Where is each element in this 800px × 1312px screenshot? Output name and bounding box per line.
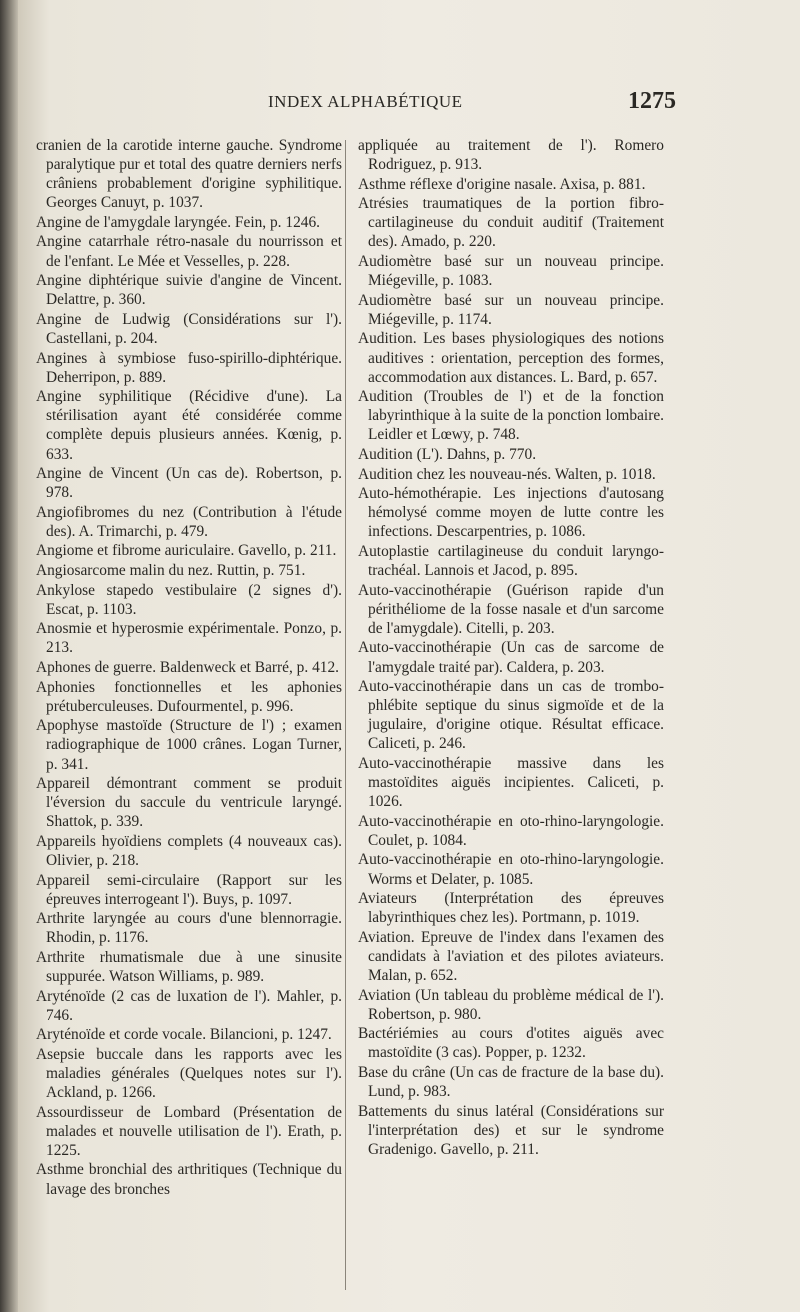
index-entry: Auto-vaccinothérapie en oto-rhino-laryngologie. Worms et Delater, p. 1085. [358, 851, 664, 888]
index-entry: Aphonies fonctionnelles et les aphonies prétuberculeuses. Dufourmentel, p. 996. [36, 678, 342, 715]
index-entry: Aryténoïde (2 cas de luxation de l'). Mahler, p. 746. [36, 987, 342, 1024]
index-entry: Aphones de guerre. Baldenweck et Barré, p. 412. [36, 659, 340, 677]
running-title: INDEX ALPHABÉTIQUE [268, 92, 463, 111]
index-entry: cranien de la carotide interne gauche. Syndrome paralytique pur et total des quatre derniers nerfs crâniens probablement d'origine syphilitique. Georges Canuyt, p. 1037. [36, 137, 342, 212]
index-entry: Audition (L'). Dahns, p. 770. [358, 446, 537, 463]
index-entry: Arthrite laryngée au cours d'une blennorragie. Rhodin, p. 1176. [36, 910, 342, 947]
index-entry: Assourdisseur de Lombard (Présentation de malades et nouvelle utilisation de l'). Erath, p. 1225. [36, 1103, 342, 1159]
index-entry: Auto-vaccinothérapie (Un cas de sarcome de l'amygdale traité par). Calderа, p. 203. [358, 639, 664, 676]
book-spine-shadow [0, 0, 18, 1312]
index-entry: Aryténoïde et corde vocale. Bilancioni, p. 1247. [36, 1026, 332, 1044]
index-entry: Appareil semi-circulaire (Rapport sur les épreuves interrogeant l'). Buys, p. 1097. [36, 871, 342, 908]
index-entry: Auto-hémothérapie. Les injections d'autosang hémolysé comme moyen de lutte contre les infections. Descarpentries, p. 1086. [358, 485, 664, 541]
index-entry: Anosmie et hyperosmie expérimentale. Ponzo, p. 213. [36, 620, 342, 657]
index-entry: Auto-vaccinothérapie (Guérison rapide d'un périthéliome de la fosse nasale et d'un sarcome de l'amygdale). Citelli, p. 203. [358, 581, 664, 637]
index-column-left [36, 136, 342, 1199]
index-entry: Angiome et fibrome auriculaire. Gavello, p. 211. [36, 542, 337, 560]
index-entry: Asepsie buccale dans les rapports avec les maladies générales (Quelques notes sur l'). Ackland, p. 1266. [36, 1045, 342, 1102]
index-entry: Angine catarrhale rétro-nasale du nourrisson et de l'enfant. Le Mée et Vesselles, p. 228. [36, 233, 342, 270]
index-entry: Audition chez les nouveau-nés. Walten, p. 1018. [358, 465, 656, 483]
index-entry: Asthme bronchial des arthritiques (Technique du lavage des bronches [36, 1161, 342, 1198]
index-entry: Audition (Troubles de l') et de la fonction labyrinthique à la suite de la ponction lombaire. Leidler et Lœwy, p. 748. [358, 388, 664, 444]
index-entry: Aviation (Un tableau du problème médical de l'). Robertson, p. 980. [358, 986, 664, 1023]
index-entry: Angines à symbiose fuso-spirillo-diphtérique. Deherripon, p. 889. [36, 349, 342, 386]
index-entry: Audiomètre basé sur un nouveau principe. Miégeville, p. 1174. [358, 291, 664, 328]
index-entry: Angine de l'amygdale laryngée. Fein, p. 1246. [36, 213, 321, 231]
index-entry: Angiosarcome malin du nez. Ruttin, p. 751. [36, 562, 306, 580]
index-entry: Auto-vaccinothérapie massive dans les mastoïdites aiguës incipientes. Caliceti, p. 1026. [358, 755, 664, 811]
index-entry: Angine syphilitique (Récidive d'une). La stérilisation ayant été considérée comme complète depuis plusieurs années. Kœnig, p. 633. [36, 388, 342, 463]
index-entry: Bactériémies au cours d'otites aiguës avec mastoïdite (3 cas). Popper, p. 1232. [358, 1025, 664, 1062]
index-entry: Apophyse mastoïde (Structure de l') ; examen radiographique de 1000 crânes. Logan Turner, p. 341. [36, 717, 342, 773]
index-entry: Audition. Les bases physiologiques des notions auditives : orientation, perception des formes, accommodation aux distances. L. Bard, p. 657. [358, 330, 664, 386]
index-column-right [358, 136, 664, 1159]
index-entry: Auto-vaccinothérapie dans un cas de trombo-phlébite septique du sinus sigmoïde et de la jugulaire, d'origine otique. Résultat efficace. Caliceti, p. 246. [358, 678, 664, 753]
page-header [0, 88, 800, 118]
index-entry: Auto-vaccinothérapie en oto-rhino-laryngologie. Coulet, p. 1084. [358, 812, 664, 849]
index-entry: Angine de Ludwig (Considérations sur l'). Castellani, p. 204. [36, 310, 342, 347]
index-entry: Ankylose stapedo vestibulaire (2 signes d'). Escat, p. 1103. [36, 581, 342, 618]
index-entry: Autoplastie cartilagineuse du conduit laryngo-trachéal. Lannois et Jacod, p. 895. [358, 542, 664, 580]
index-entry: Audiomètre basé sur un nouveau principe. Miégeville, p. 1083. [358, 253, 664, 290]
index-entry: Angine diphtérique suivie d'angine de Vincent. Delattre, p. 360. [36, 272, 342, 309]
index-entry: Aviation. Epreuve de l'index dans l'examen des candidats à l'aviation et des pilotes aviateurs. Malan, p. 652. [358, 928, 664, 985]
index-entry: Base du crâne (Un cas de fracture de la base du). Lund, p. 983. [358, 1064, 664, 1101]
index-entry: appliquée au traitement de l'). Romero Rodriguez, p. 913. [358, 137, 664, 174]
index-entry: Arthrite rhumatismale due à une sinusite suppurée. Watson Williams, p. 989. [36, 948, 342, 986]
index-entry: Asthme réflexe d'origine nasale. Axisa, p. 881. [358, 175, 646, 193]
page-number: 1275 [628, 88, 676, 114]
index-entry: Atrésies traumatiques de la portion fibro-cartilagineuse du conduit auditif (Traitement des). Amado, p. 220. [358, 195, 664, 251]
index-entry: Aviateurs (Interprétation des épreuves labyrinthiques chez les). Portmann, p. 1019. [358, 890, 664, 927]
index-entry: Appareils hyoïdiens complets (4 nouveaux cas). Olivier, p. 218. [36, 832, 342, 869]
index-entry: Angiofibromes du nez (Contribution à l'étude des). A. Trimarchi, p. 479. [36, 503, 342, 540]
index-entry: Angine de Vincent (Un cas de). Robertson, p. 978. [36, 465, 342, 502]
index-entry: Battements du sinus latéral (Considérations sur l'interprétation des) et sur le syndrome Gradenigo. Gavello, p. 211. [358, 1102, 664, 1158]
column-divider [345, 140, 346, 1290]
index-entry: Appareil démontrant comment se produit l'éversion du saccule du ventricule laryngé. Shattok, p. 339. [36, 775, 342, 831]
